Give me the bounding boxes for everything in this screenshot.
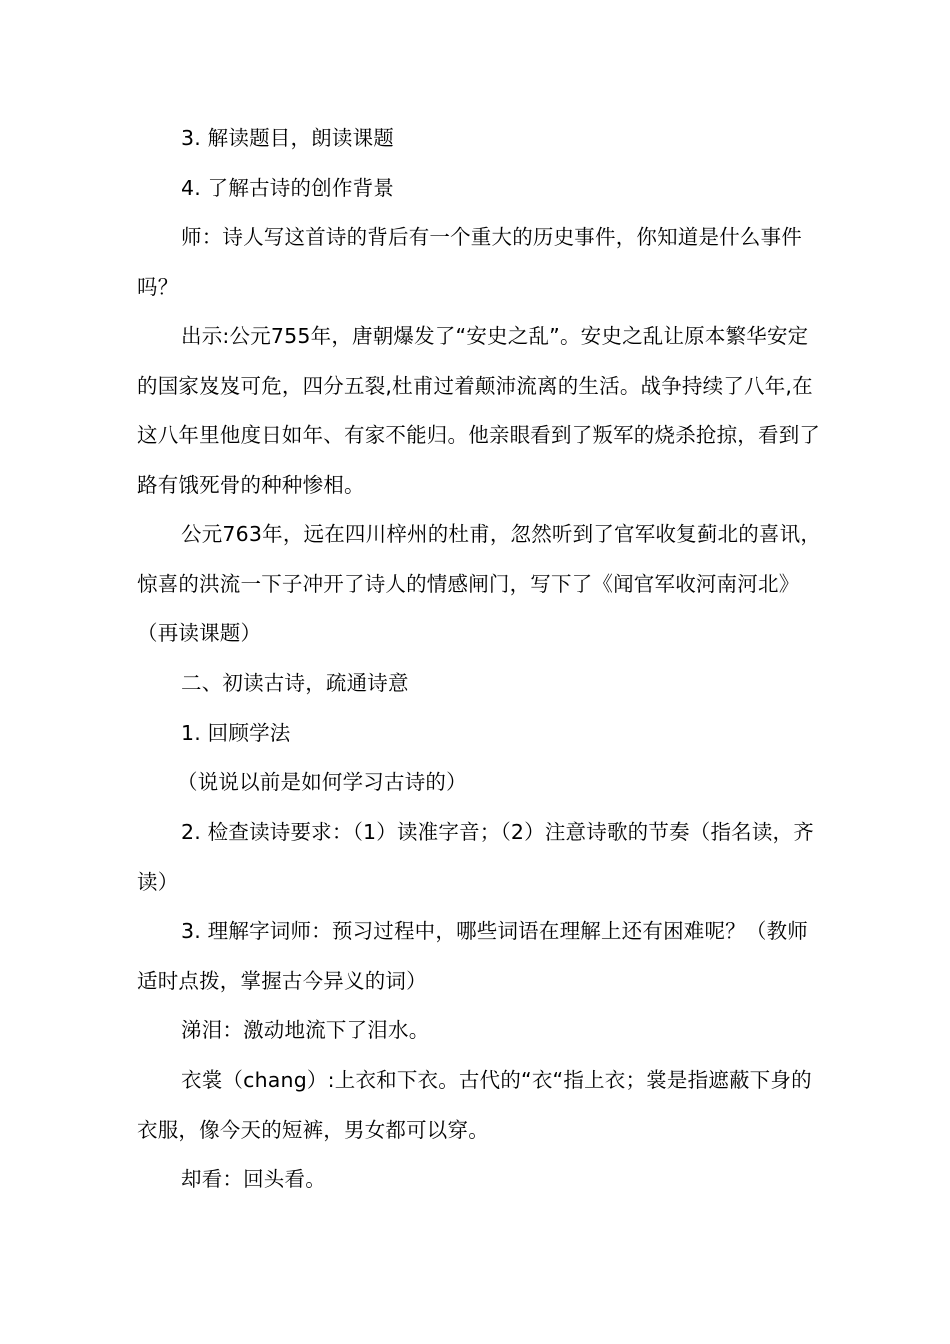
background-paragraph: 出示:公元755年，唐朝爆发了“安史之乱”。安史之乱让原本繁华安定的国家岌岌可危，四分五裂,杜甫过着颠沛流离的生活。战争持续了八年,在这八年里他度日如年、有家不能归。他亲眼看到了叛军的烧杀抢掠，看到了路有饿死骨的种种惨相。 (137, 324, 821, 497)
item-2-requirements: 2. 检查读诗要求：（1）读准字音；（2）注意诗歌的节奏（指名读，齐读） (137, 820, 814, 894)
term-quekan: 却看：回头看。 (181, 1167, 326, 1191)
review-note: （说说以前是如何学习古诗的） (177, 770, 467, 794)
teacher-question-paragraph: 师：诗人写这首诗的背后有一个重大的历史事件，你知道是什么事件吗？ (137, 225, 802, 299)
item-1-heading: 1. 回顾学法 (181, 721, 291, 745)
term-tilei: 涕泪：激动地流下了泪水。 (181, 1018, 430, 1042)
section-2-heading: 二、初读古诗，疏通诗意 (181, 671, 409, 695)
term-yishang: 衣裳（chang）:上衣和下衣。古代的“衣“指上衣；裳是指遮蔽下身的衣服，像今天的短裤，男女都可以穿。 (137, 1068, 812, 1142)
item-3-vocabulary: 3. 理解字词师：预习过程中，哪些词语在理解上还有困难呢？（教师适时点拨，掌握古今异义的词） (137, 919, 808, 993)
item-3-heading: 3. 解读题目，朗读课题 (181, 126, 394, 150)
item-4-heading: 4. 了解古诗的创作背景 (181, 176, 394, 200)
poem-origin-paragraph: 公元763年，远在四川梓州的杜甫，忽然听到了官军收复蓟北的喜讯，惊喜的洪流一下子冲开了诗人的情感闸门，写下了《闻官军收河南河北》（再读课题） (137, 522, 822, 646)
